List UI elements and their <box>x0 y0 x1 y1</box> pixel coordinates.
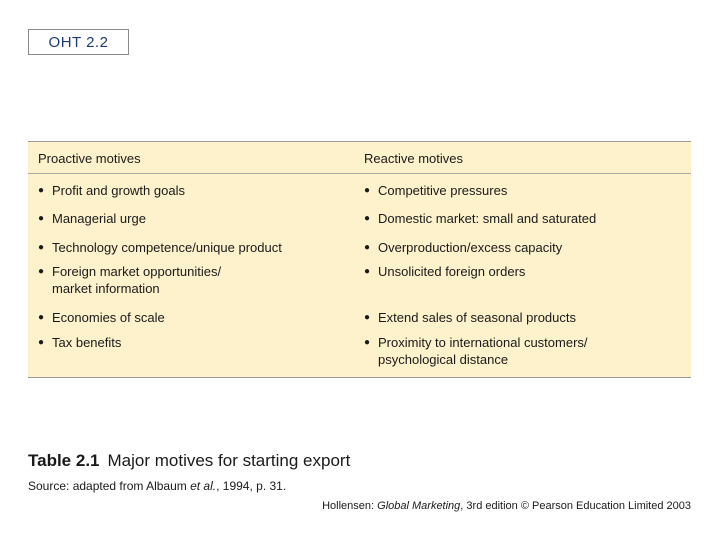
bullet-icon: ● <box>364 242 371 253</box>
header-reactive: Reactive motives <box>364 151 463 166</box>
bullet-icon: ● <box>38 312 45 323</box>
bullet-icon: ● <box>364 185 371 196</box>
table-caption <box>28 451 350 471</box>
slide-label: OHT 2.2 <box>28 29 129 55</box>
caption-number: Table 2.1 <box>28 451 100 470</box>
bullet-icon: ● <box>364 213 371 224</box>
source-note: Source: adapted from Albaum et al., 1994, p. 31. <box>28 479 287 493</box>
bullet-icon: ● <box>38 213 45 224</box>
bullet-icon: ● <box>38 337 45 348</box>
copyright-credit: Hollensen: Global Marketing, 3rd edition © Pearson Education Limited 2003 <box>322 500 691 512</box>
bullet-icon: ● <box>364 312 371 323</box>
bullet-icon: ● <box>38 242 45 253</box>
bullet-icon: ● <box>364 266 371 277</box>
caption-title: Major motives for starting export <box>107 451 351 470</box>
motives-table: Proactive motives Reactive motives ● Profit and growth goals ● Managerial urge ● Technology competence/unique product ● Foreign market opportunities/ market information ● Economies of scale ● Tax benefits ● Competitive pressures ● Domestic market: small and saturated ● Overproduction/excess capacity ● Unsolicited foreign orders ● Extend sales of seasonal products ● Proximity to international customers/ psychological distance <box>28 141 691 378</box>
bullet-icon: ● <box>38 185 45 196</box>
table-header-row <box>28 142 691 174</box>
bullet-icon: ● <box>38 266 45 277</box>
bullet-icon: ● <box>364 337 371 348</box>
header-proactive: Proactive motives <box>38 151 141 166</box>
